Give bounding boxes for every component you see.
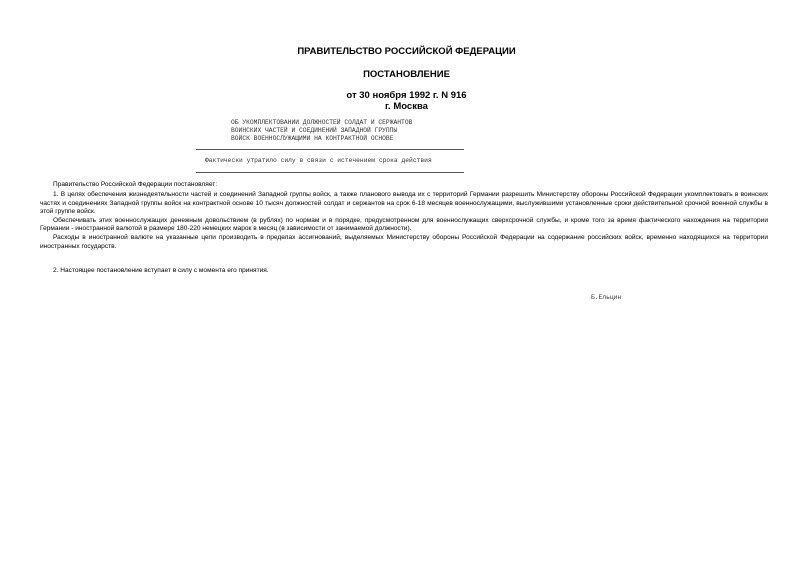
subject-line: ВОИНСКИХ ЧАСТЕЙ И СОЕДИНЕНИЙ ЗАПАДНОЙ ГРУППЫ [231, 127, 398, 135]
date-and-number: от 30 ноября 1992 г. N 916 [346, 90, 467, 101]
document-type-heading: ПОСТАНОВЛЕНИЕ [363, 69, 450, 80]
decree-body [40, 181, 768, 276]
body-paragraph: 1. В целях обеспечения жизнедеятельности частей и соединений Западной группы войск, а также планового вывода их с территорий Германии разрешить Министерству обороны Российской Федерации укомплектовать в воинских частях и соединениях Западной группы войск на контрактной основе 10 тысяч должностей солдат и сержантов на срок 6-18 месяцев военнослужащими, выслужившими установленные сроки действительной срочной военной службы в этой группе войск. [40, 191, 768, 216]
signature: Б.Ельцин [591, 294, 622, 301]
decree-subject [231, 119, 412, 144]
divider-line [196, 172, 464, 173]
subject-line: ВОЙСК ВОЕННОСЛУЖАЩИМИ НА КОНТРАКТНОЙ ОСНОВЕ [231, 135, 394, 143]
subject-line: ОБ УКОМПЛЕКТОВАНИИ ДОЛЖНОСТЕЙ СОЛДАТ И СЕРЖАНТОВ [231, 119, 413, 126]
city: г. Москва [385, 101, 428, 112]
final-clause: 2. Настоящее постановление вступает в силу с момента его принятия. [53, 267, 269, 275]
status-note: Фактически утратило силу в связи с истечением срока действия [205, 157, 432, 164]
body-paragraph: Расходы в иностранной валюте на указанные цели производить в пределах ассигнований, выделяемых Министерству обороны Российской Федерации на содержание российских войск, временно находящихся на территории иностранных государств. [40, 234, 768, 250]
paragraph-spacer [40, 251, 768, 267]
divider-line [196, 149, 464, 150]
government-heading: ПРАВИТЕЛЬСТВО РОССИЙСКОЙ ФЕДЕРАЦИИ [297, 46, 516, 57]
body-paragraph: Обеспечивать этих военнослужащих денежным довольствием (в рублях) по нормам и в порядке, предусмотренном для военнослужащих сверхсрочной службы, и кроме того за время фактического нахождения на территории Германии - иностранной валютой в размере 180-220 немецких марок в месяц (в зависимости от занимаемой должности). [40, 216, 768, 233]
intro-paragraph: Правительство Российской Федерации постановляет: [53, 181, 218, 188]
